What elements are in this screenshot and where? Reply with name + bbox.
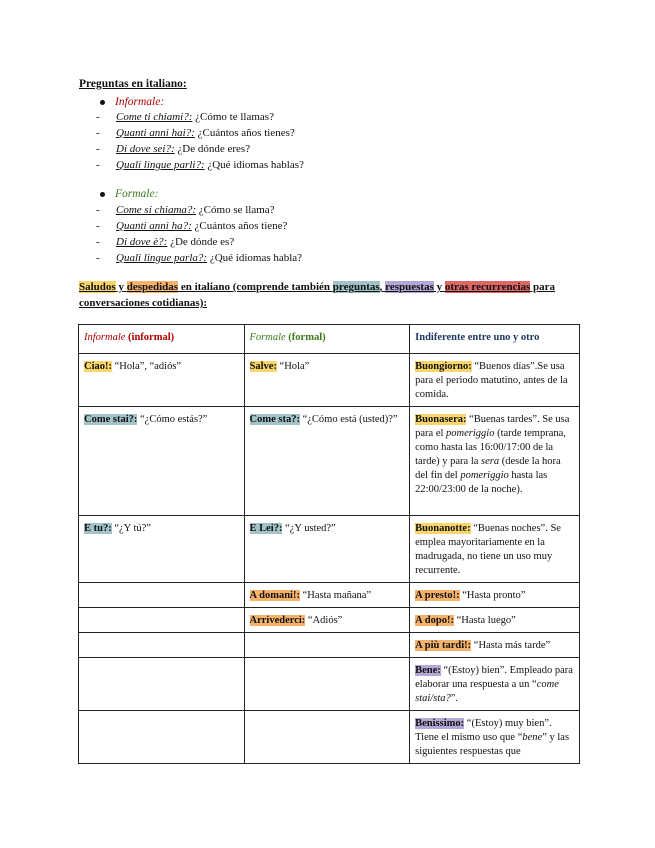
table-cell: A più tardi!: “Hasta más tarde”: [410, 633, 580, 658]
table-cell: Come sta?: “¿Cómo está (usted)?”: [244, 407, 410, 516]
table-row: [79, 633, 580, 658]
question-item: - Come ti chiami?: ¿Cómo te llamas?: [96, 111, 274, 123]
table-cell: Come stai?: “¿Cómo estás?”: [79, 407, 245, 516]
table-cell: E tu?: “¿Y tú?”: [79, 516, 245, 583]
bullet-icon: [100, 192, 105, 197]
table-cell: [79, 583, 245, 608]
greetings-table: [78, 324, 580, 764]
table-cell: [79, 658, 245, 711]
question-item: - Di dove è?: ¿De dónde es?: [96, 236, 235, 248]
table-cell: A dopo!: “Hasta luego”: [410, 608, 580, 633]
table-cell: [79, 633, 245, 658]
table-cell: A presto!: “Hasta pronto”: [410, 583, 580, 608]
table-row: [79, 407, 580, 516]
table-cell: Bene: “(Estoy) bien”. Empleado para elaborar una respuesta a un “come stai/sta?”.: [410, 658, 580, 711]
table-cell: Buonanotte: “Buenas noches”. Se emplea mayoritariamente en la madrugada, no tiene un uso muy recurrente.: [410, 516, 580, 583]
table-row: [79, 711, 580, 764]
question-item: - Quanti anni hai?: ¿Cuántos años tienes?: [96, 127, 295, 139]
table-row: [79, 583, 580, 608]
table-cell: Buonasera: “Buenas tardes”. Se usa para el pomeriggio (tarde temprana, como hasta las 16:00/17:00 de la tarde) y para la sera (desde la hora del fin del pomeriggio hasta las 22:00/23:00 de la noche).: [410, 407, 580, 516]
header-indifferente: Indiferente entre uno y otro: [410, 325, 580, 354]
table-cell: [244, 633, 410, 658]
table-cell: Salve: “Hola”: [244, 354, 410, 407]
header-formale: Formale (formal): [244, 325, 410, 354]
table-row: [79, 354, 580, 407]
formale-heading: Formale:: [100, 188, 158, 200]
table-cell: Arrivederci: “Adiós”: [244, 608, 410, 633]
section-subtitle: Saludos y despedidas en italiano (comprende también preguntas, respuestas y otras recurrencias para conversaciones cotidianas):: [79, 281, 556, 309]
header-informale: Informale (informal): [79, 325, 245, 354]
table-cell: Buongiorno: “Buenos días”.Se usa para el periodo matutino, antes de la comida.: [410, 354, 580, 407]
table-cell: A domani!: “Hasta mañana”: [244, 583, 410, 608]
question-item: - Quanti anni ha?: ¿Cuántos años tiene?: [96, 220, 288, 232]
table-header-row: [79, 325, 580, 354]
table-row: [79, 658, 580, 711]
table-cell: [244, 658, 410, 711]
table-cell: E Lei?: “¿Y usted?”: [244, 516, 410, 583]
question-item: - Come si chiama?: ¿Cómo se llama?: [96, 204, 275, 216]
table-row: [79, 608, 580, 633]
table-row: [79, 516, 580, 583]
table-cell: Benissimo: “(Estoy) muy bien”. Tiene el mismo uso que “bene” y las siguientes respuestas que: [410, 711, 580, 764]
table-cell: [244, 711, 410, 764]
table-cell: Ciao!: “Hola”, “adiós”: [79, 354, 245, 407]
question-item: - Quali lingue parli?: ¿Qué idiomas hablas?: [96, 159, 304, 171]
question-item: - Di dove sei?: ¿De dónde eres?: [96, 143, 251, 155]
table-cell: [79, 608, 245, 633]
question-item: - Quali lingue parla?: ¿Qué idiomas habla?: [96, 252, 303, 264]
page-title: Preguntas en italiano:: [79, 78, 187, 90]
informale-heading: Informale:: [100, 96, 164, 108]
bullet-icon: [100, 100, 105, 105]
table-cell: [79, 711, 245, 764]
